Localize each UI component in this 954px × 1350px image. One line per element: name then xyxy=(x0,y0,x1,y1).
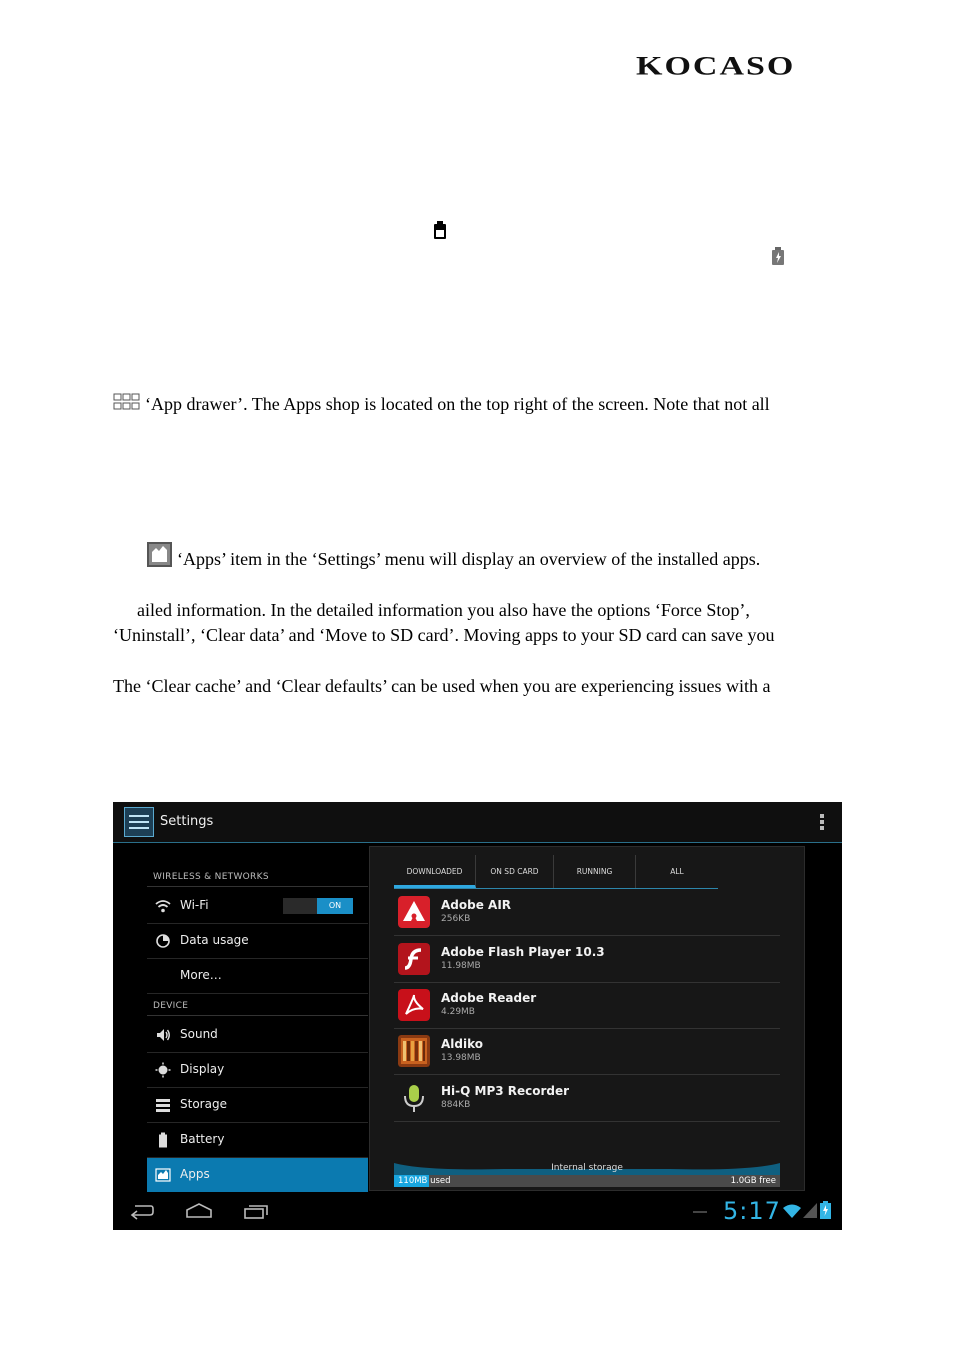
sidebar-item-data-usage[interactable] xyxy=(147,924,368,959)
app-row-adobe-air[interactable] xyxy=(394,889,780,936)
settings-icon[interactable] xyxy=(124,807,154,837)
battery-status-icon xyxy=(820,1201,831,1219)
app-row-flash-player[interactable] xyxy=(394,936,780,983)
action-bar xyxy=(113,802,842,843)
app-size: 884KB xyxy=(441,1100,471,1110)
apps-tabs xyxy=(394,855,718,889)
sidebar-item-more[interactable] xyxy=(147,959,368,994)
tab-on-sd-card[interactable]: ON SD CARD xyxy=(476,855,554,888)
sidebar-item-storage[interactable] xyxy=(147,1088,368,1123)
sidebar-item-label: Wi-Fi xyxy=(180,898,209,912)
sidebar-item-label: More… xyxy=(180,968,222,982)
app-row-aldiko[interactable] xyxy=(394,1028,780,1075)
adobe-reader-icon xyxy=(398,989,430,1021)
data-usage-icon xyxy=(155,933,171,949)
sidebar-item-display[interactable] xyxy=(147,1053,368,1088)
sidebar-item-apps[interactable] xyxy=(147,1158,368,1192)
storage-bar xyxy=(394,1175,780,1187)
app-name: Aldiko xyxy=(441,1037,484,1051)
sidebar-item-battery[interactable] xyxy=(147,1123,368,1158)
app-name: Adobe AIR xyxy=(441,898,512,912)
sidebar-item-sound[interactable] xyxy=(147,1018,368,1053)
tab-running[interactable]: RUNNING xyxy=(554,855,636,888)
app-name: Adobe Flash Player 10.3 xyxy=(441,945,605,959)
flash-player-icon xyxy=(398,943,430,975)
app-drawer-grid-icon xyxy=(113,393,140,411)
system-bar xyxy=(113,1194,842,1230)
detail-text-line-2: ‘Uninstall’, ‘Clear data’ and ‘Move to SD card’. Moving apps to your SD card can save you xyxy=(113,625,775,645)
notification-dash xyxy=(693,1211,707,1213)
recent-apps-icon[interactable] xyxy=(243,1202,269,1220)
wifi-toggle-on: ON xyxy=(317,898,353,914)
app-size: 11.98MB xyxy=(441,961,481,971)
app-name: Adobe Reader xyxy=(441,991,537,1005)
wifi-status-icon xyxy=(783,1204,801,1218)
sidebar-item-label: Battery xyxy=(180,1132,225,1146)
sidebar-item-wifi[interactable] xyxy=(147,889,368,924)
storage-free-text: 1.0GB free xyxy=(730,1176,776,1186)
sound-icon xyxy=(155,1027,171,1043)
display-icon xyxy=(155,1062,171,1078)
settings-apps-icon xyxy=(147,542,172,567)
settings-apps-text: ‘Apps’ item in the ‘Settings’ menu will display an overview of the installed apps. xyxy=(177,549,761,569)
internal-storage xyxy=(394,1155,780,1189)
clock: 5:17 xyxy=(723,1197,781,1225)
home-icon[interactable] xyxy=(185,1202,213,1220)
sidebar-item-label: Storage xyxy=(180,1097,227,1111)
wifi-toggle[interactable] xyxy=(283,898,353,914)
storage-used-text: 110MB used xyxy=(398,1176,451,1186)
section-header-wireless: WIRELESS & NETWORKS xyxy=(153,872,269,882)
overflow-menu-icon[interactable] xyxy=(820,814,824,830)
settings-sidebar xyxy=(147,843,368,1191)
aldiko-icon xyxy=(398,1035,430,1067)
tab-downloaded[interactable]: DOWNLOADED xyxy=(394,855,476,888)
sidebar-item-label: Display xyxy=(180,1062,225,1076)
detail-text-line-1: ailed information. In the detailed information you also have the options ‘Force Stop’, xyxy=(137,600,750,620)
microphone-icon xyxy=(398,1082,430,1114)
kocaso-logo: KOCASO xyxy=(636,52,796,81)
app-size: 256KB xyxy=(441,914,471,924)
section-header-device: DEVICE xyxy=(153,1001,189,1011)
app-name: Hi-Q MP3 Recorder xyxy=(441,1084,570,1098)
detail-text-line-3: The ‘Clear cache’ and ‘Clear defaults’ can be used when you are experiencing issues with a xyxy=(113,676,771,696)
apps-panel xyxy=(369,846,805,1191)
app-size: 13.98MB xyxy=(441,1053,481,1063)
tab-all[interactable]: ALL xyxy=(670,867,684,876)
settings-screenshot xyxy=(113,802,842,1230)
back-icon[interactable] xyxy=(129,1202,155,1220)
sidebar-item-label: Sound xyxy=(180,1027,218,1041)
page-title: Settings xyxy=(160,814,214,829)
signal-icon xyxy=(803,1203,817,1218)
app-row-hiq-recorder[interactable] xyxy=(394,1075,780,1122)
battery-icon xyxy=(155,1132,171,1148)
storage-icon xyxy=(155,1097,171,1113)
sidebar-item-label: Apps xyxy=(180,1167,210,1181)
battery-charging-icon xyxy=(772,247,784,265)
apps-icon xyxy=(155,1167,171,1183)
app-drawer-text: ‘App drawer’. The Apps shop is located on the top right of the screen. Note that not all xyxy=(145,394,770,414)
storage-label: Internal storage xyxy=(551,1163,623,1173)
app-size: 4.29MB xyxy=(441,1007,475,1017)
sidebar-item-label: Data usage xyxy=(180,933,249,947)
app-row-adobe-reader[interactable] xyxy=(394,982,780,1029)
adobe-air-icon xyxy=(398,896,430,928)
battery-icon xyxy=(433,221,447,239)
wifi-icon xyxy=(155,898,171,914)
